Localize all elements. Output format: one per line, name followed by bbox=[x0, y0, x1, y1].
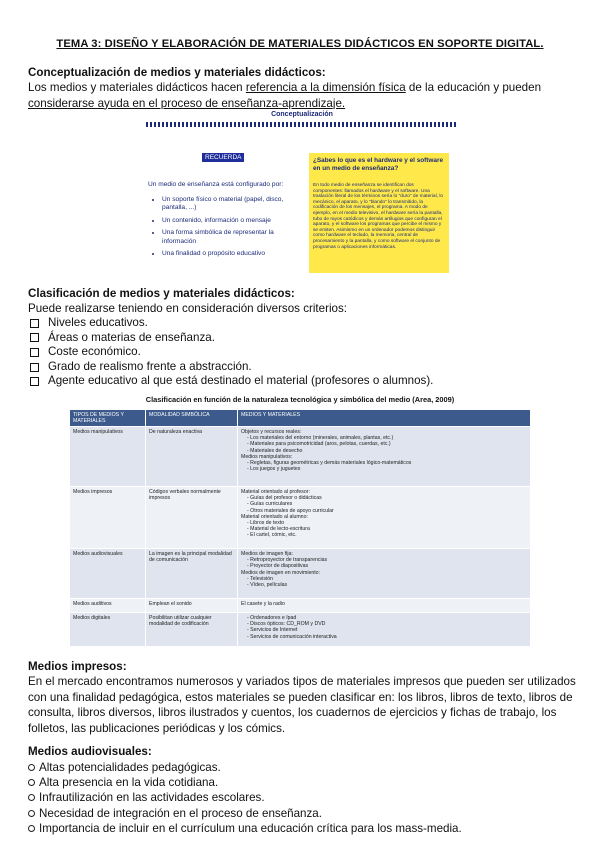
cell-line: - Materiales para psicomotricidad (aros, pelotas, cuerdas, etc.) bbox=[247, 441, 391, 448]
column-header: MEDIOS Y MATERIALES bbox=[238, 410, 531, 427]
circle-bullet-icon bbox=[28, 779, 35, 786]
list-item-text: Grado de realismo frente a abstracción. bbox=[48, 359, 252, 373]
list-item-text: Importancia de incluir en el currículum una educación crítica para los mass-media. bbox=[39, 821, 462, 835]
cell-line: Material orientado al alumno: bbox=[241, 513, 308, 520]
cell-line: - Servicios de Internet bbox=[247, 627, 298, 634]
slide-bullet: • Un soporte físico o material (papel, disco, pantalla, ...) bbox=[162, 196, 298, 213]
table-row bbox=[70, 613, 531, 647]
cell-modalidad: Posibilitan utilizar cualquier modalidad de codificación bbox=[146, 613, 238, 647]
cell-line: - Guías del profesor o didácticas bbox=[247, 495, 322, 502]
cell-tipo: Medios manipulativos bbox=[70, 427, 146, 487]
table-row bbox=[70, 487, 531, 549]
cell-medios bbox=[238, 599, 531, 613]
cell-line: Material orientado al profesor: bbox=[241, 489, 310, 495]
circle-bullet-icon bbox=[28, 764, 35, 771]
clasificacion-intro: Puede realizarse teniendo en consideración diversos criterios: bbox=[28, 302, 348, 315]
table-row bbox=[70, 549, 531, 599]
cell-line: - Discos ópticos: CD_ROM y DVD bbox=[247, 621, 326, 628]
list-item-text: Coste económico. bbox=[48, 345, 141, 359]
cell-tipo: Medios audiovisuales bbox=[70, 549, 146, 599]
cell-tipo: Medios impresos bbox=[70, 487, 146, 549]
slide-bullet: • Una forma simbólica de representar la información bbox=[162, 229, 298, 246]
cell-line: - Vídeo, películas bbox=[247, 582, 288, 589]
checkbox-bullet-icon bbox=[30, 333, 39, 342]
slide-clasificacion-table bbox=[66, 393, 534, 657]
heading-medios-audiovisuales: Medios audiovisuales: bbox=[28, 745, 152, 758]
note-answer: En todo medio de enseñanza se identifican dos componentes: llamados el hardware y el software. Una traslación literal de los términos sería lo "duro" de material, lo mecánico, el aparato, y lo "blando" lo transmitido, la codificación de los mensajes, el programa. A modo de ejemplo, en el medio televisivo, el hardware sería la pantalla, tubo de rayos catódicos y demás artilugios que configuran el aparato, y el software los programas que percibe el mismo y se emiten. Asimismo en un ordenador podemos distinguir como hardware el teclado, la memoria, central de procesamiento y la pantalla, y como software el conjunto de programas o aplicaciones informáticas. bbox=[313, 183, 444, 250]
cell-line: Medios de imagen fija: bbox=[241, 551, 293, 557]
cell-line: Medios de imagen en movimiento: bbox=[241, 569, 321, 576]
slide-bullet: • Una finalidad o propósito educativo bbox=[162, 250, 298, 259]
cell-medios bbox=[238, 549, 531, 599]
cell-line: - Televisión bbox=[247, 575, 273, 582]
checkbox-bullet-icon bbox=[30, 377, 39, 386]
list-item bbox=[28, 775, 462, 790]
cell-line: Objetos y recursos reales: bbox=[241, 429, 302, 435]
cell-line: - Ordenadores e Ipad bbox=[247, 615, 297, 621]
heading-medios-impresos: Medios impresos: bbox=[28, 660, 127, 673]
checkbox-bullet-icon bbox=[30, 363, 39, 372]
list-item bbox=[30, 331, 433, 346]
hardware-software-note bbox=[309, 153, 449, 273]
list-item bbox=[28, 790, 462, 805]
document-title: TEMA 3: DISEÑO Y ELABORACIÓN DE MATERIALES DIDÁCTICOS EN SOPORTE DIGITAL. bbox=[56, 38, 544, 50]
cell-line: Medios manipulativos: bbox=[241, 453, 293, 460]
cell-modalidad: La imagen es la principal modalidad de comunicación bbox=[146, 549, 238, 599]
cell-tipo: Medios auditivos bbox=[70, 599, 146, 613]
cell-modalidad: De naturaleza enactiva bbox=[146, 427, 238, 487]
list-item bbox=[28, 806, 462, 821]
classification-table bbox=[69, 409, 531, 647]
cell-line: - Material de lecto-escritura bbox=[247, 526, 310, 533]
heading-clasificacion: Clasificación de medios y materiales didácticos: bbox=[28, 287, 295, 300]
list-item bbox=[30, 345, 433, 360]
cell-medios bbox=[238, 427, 531, 487]
cell-line: - Materiales de desecho bbox=[247, 447, 303, 454]
list-item-text: Infrautilización en las actividades escolares. bbox=[39, 791, 265, 805]
heading-conceptualizacion: Conceptualización de medios y materiales didácticos: bbox=[28, 66, 326, 79]
cell-line: - Los juegos y juguetes bbox=[247, 466, 301, 473]
note-question: ¿Sabes lo que es el hardware y el software en un medio de enseñanza? bbox=[313, 157, 443, 172]
cell-line: - Libros de texto bbox=[247, 520, 285, 527]
cell-modalidad: Emplean el sonido bbox=[146, 599, 238, 613]
cell-medios bbox=[238, 487, 531, 549]
circle-bullet-icon bbox=[28, 794, 35, 801]
slide-bullet-list bbox=[162, 196, 298, 259]
cell-line: - Guías curriculares bbox=[247, 501, 293, 508]
list-item bbox=[28, 821, 462, 836]
table-row bbox=[70, 599, 531, 613]
slide-intro: Un medio de enseñanza está configurado por: bbox=[148, 181, 284, 188]
cell-line: - Servicios de comunicación interactiva bbox=[247, 633, 337, 640]
circle-bullet-icon bbox=[28, 810, 35, 817]
column-header: MODALIDAD SIMBÓLICA bbox=[146, 410, 238, 427]
table-title: Clasificación en función de la naturaleza tecnológica y simbólica del medio (Area, 2009) bbox=[145, 395, 455, 404]
list-item-text: Agente educativo al que está destinado el material (profesores o alumnos). bbox=[48, 374, 434, 388]
cell-medios bbox=[238, 613, 531, 647]
paragraph-medios-impresos: En el mercado encontramos numerosos y variados tipos de materiales impresos que pueden ser utilizados con una finalidad pedagógica, estos materiales se pueden clasificar en: los libros, libros de texto, libros de consulta, libros diversos, libros ilustrados y cuentos, los cuadernos de ejercicios y fichas de trabajo, los folletos, las publicaciones periódicas y los cómics. bbox=[28, 675, 576, 735]
slide-left-text bbox=[148, 181, 298, 263]
cell-line: - Retroproyector de transparencias bbox=[247, 557, 328, 564]
criteria-list bbox=[30, 316, 433, 389]
checkbox-bullet-icon bbox=[30, 319, 39, 328]
text-underlined: referencia a la dimensión física bbox=[245, 81, 406, 94]
list-item-text: Alta presencia en la vida cotidiana. bbox=[39, 776, 219, 790]
cell-line: - El cartel, cómic, etc. bbox=[247, 532, 297, 539]
cell-modalidad: Códigos verbales normalmente impresos bbox=[146, 487, 238, 549]
cell-line: - Regletas, figuras geométricas y demás materiales lógico-matemáticos bbox=[247, 460, 412, 467]
list-item-text: Altas potencialidades pedagógicas. bbox=[39, 761, 221, 774]
cell-tipo: Medios digitales bbox=[70, 613, 146, 647]
slide-bullet: • Un contenido, información o mensaje bbox=[162, 217, 298, 226]
cell-line: - Otros materiales de apoyo curricular bbox=[247, 507, 334, 514]
text-underlined: considerarse ayuda en el proceso de enseñanza-aprendizaje. bbox=[28, 96, 346, 110]
checkbox-bullet-icon bbox=[30, 348, 39, 357]
list-item bbox=[28, 760, 462, 775]
table-row bbox=[70, 427, 531, 487]
list-item-text: Áreas o materias de enseñanza. bbox=[48, 330, 215, 344]
column-header: TIPOS DE MEDIOS Y MATERIALES bbox=[70, 410, 146, 427]
circle-bullet-icon bbox=[28, 825, 35, 832]
cell-line: - Proyector de diapositivas bbox=[247, 563, 309, 570]
paragraph-conceptualizacion bbox=[28, 80, 576, 111]
text-part: Los medios y materiales didácticos hacen bbox=[28, 81, 246, 94]
list-item-text: Niveles educativos. bbox=[48, 316, 148, 329]
slide-title: Conceptualización bbox=[271, 111, 333, 118]
cell-line: El casete y la radio bbox=[241, 601, 285, 607]
recuerda-badge: RECUERDA bbox=[202, 153, 244, 162]
list-item bbox=[30, 374, 433, 389]
list-item bbox=[30, 360, 433, 375]
slide-conceptualizacion bbox=[146, 109, 458, 279]
cell-line: - Los materiales del entorno (minerales, animales, plantas, etc.) bbox=[247, 435, 394, 442]
list-item bbox=[30, 316, 433, 331]
text-part: de la educación y pueden bbox=[405, 81, 542, 94]
audiovisual-list bbox=[28, 760, 462, 836]
slide-stripe bbox=[146, 122, 458, 127]
list-item-text: Necesidad de integración en el proceso de enseñanza. bbox=[39, 806, 322, 820]
